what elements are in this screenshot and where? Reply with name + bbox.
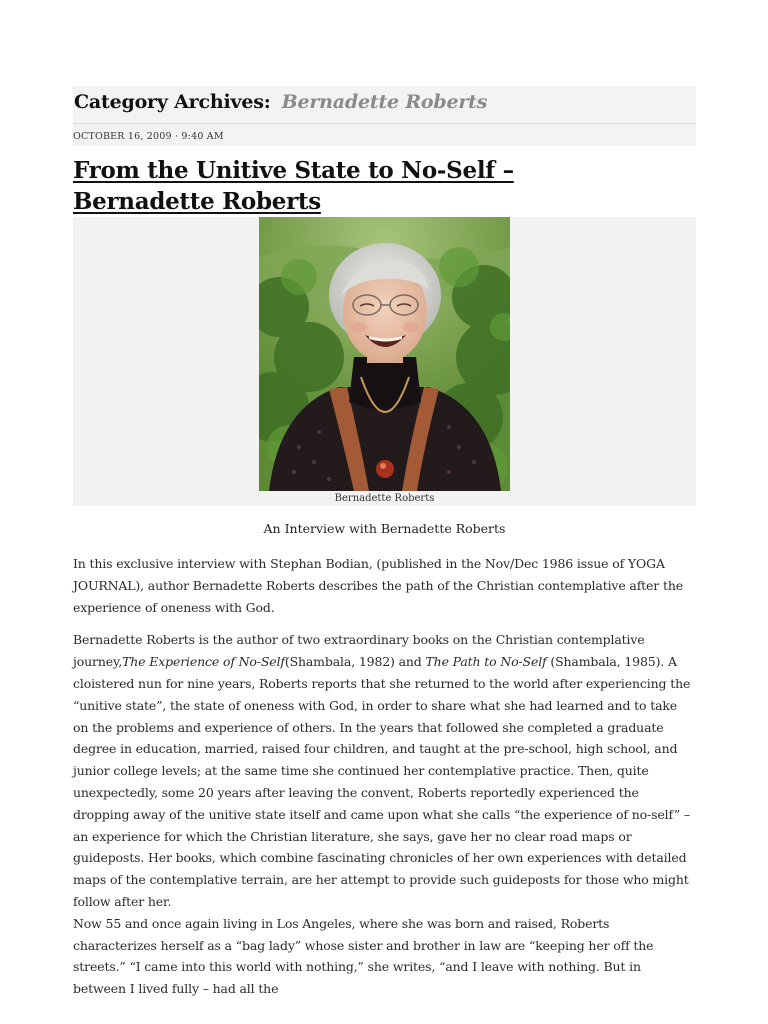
body-text-1b: (Shambala, 1982) and: [284, 654, 426, 670]
post-subtitle: An Interview with Bernadette Roberts: [263, 521, 506, 536]
archive-label: Category Archives:: [74, 91, 271, 113]
post-title[interactable]: [73, 155, 696, 217]
archive-page: [73, 86, 696, 1000]
archive-header: [73, 86, 696, 124]
body-paragraph: [73, 629, 696, 1000]
post-meta: [73, 124, 696, 146]
body-paragraph-2: Now 55 and once again living in Los Angeles, where she was born and raised, Roberts characterizes herself as a “bag lady” whose sister and brother in law are “keeping her off the streets.” “I came into this world with nothing,” she writes, “and I leave with nothing. But in between I lived fully – had all the: [73, 915, 654, 997]
book-title-2: The Path to No-Self: [425, 654, 547, 670]
post-title-line-1[interactable]: From the Unitive State to No-Self –: [73, 157, 514, 184]
body-text-1c: (Shambala, 1985). A cloistered nun for nine years, Roberts reports that she returned to the world after experiencing the “unitive state”, the state of oneness with God, in order to share what she had learned and to take on the problems and experience of others. In the years that followed she completed a graduate degree in education, married, raised four children, and taught at the pre-school, high school, and junior college levels; at the same time she continued her contemplative practice. Then, quite unexpectedly, some 20 years after leaving the convent, Roberts reportedly experienced the dropping away of the unitive state itself and came upon what she calls “the experience of no-self” – an experience for which the Christian literature, she says, gave her no clear road maps or guideposts. Her books, which combine fascinating chronicles of her own experiences with detailed maps of the contemplative terrain, are her attempt to provide such guideposts for those who might follow after her.: [73, 654, 691, 909]
image-caption: Bernadette Roberts: [334, 493, 435, 504]
post-figure: [73, 217, 696, 506]
post-date[interactable]: OCTOBER 16, 2009 · 9:40 AM: [73, 131, 224, 142]
portrait-photo: [259, 217, 510, 491]
body-paragraph-1: [73, 629, 696, 912]
post-title-line-2[interactable]: Bernadette Roberts: [73, 188, 321, 215]
archive-category-name[interactable]: Bernadette Roberts: [281, 91, 488, 113]
book-title-1: The Experience of No-Self: [122, 654, 285, 670]
intro-paragraph: [73, 553, 696, 618]
intro-text: In this exclusive interview with Stephan Bodian, (published in the Nov/Dec 1986 issue of YOGA JOURNAL), author Bernadette Roberts describes the path of the Christian contemplative after the experience of oneness with God.: [73, 556, 683, 615]
body-text-1a: Bernadette Roberts is the author of two extraordinary books on the Christian contemplative journey,: [73, 632, 645, 670]
